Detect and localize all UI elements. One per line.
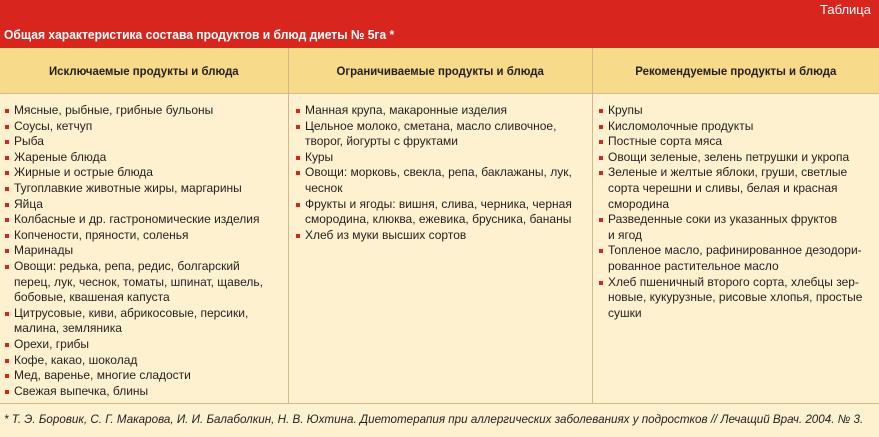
list-item-text: Копчености, пряности, соленья (14, 227, 189, 242)
list-item-text: Тугоплавкие животные жиры, маргарины (14, 180, 242, 195)
list-item (4, 212, 263, 228)
column-header-recommended: Рекомендуемые продукты и блюда (635, 64, 837, 78)
list-item-text: Хлеб из муки высших сортов (305, 227, 467, 242)
list-item (4, 103, 263, 119)
list-item-text: Мед, варенье, многие сладости (14, 368, 191, 383)
list-item-text: смородина (608, 196, 670, 211)
list-item-text: и ягод (608, 227, 643, 242)
list-item (4, 197, 263, 213)
list-item (4, 150, 263, 166)
list-item (4, 353, 263, 369)
list-item-text: Овощи: редька, репа, редис, болгарский (14, 258, 240, 273)
list-item-text: Орехи, грибы (14, 336, 90, 351)
column-headers (0, 48, 879, 94)
list-item-text: Кисломолочные продукты (608, 118, 754, 133)
list-item-text: творог, йогурты с фруктами (305, 134, 458, 149)
list-item-text: Мясные, рыбные, грибные бульоны (14, 103, 214, 117)
list-item-text: сушки (608, 305, 642, 320)
list-item-text: Топленое масло, рафинированное дезодори- (608, 243, 862, 258)
list-item (598, 134, 862, 150)
list-item-text: Кофе, какао, шоколад (14, 352, 138, 367)
list-item-text: Овощи: морковь, свекла, репа, баклажаны, лук, (305, 165, 572, 180)
list-item (4, 306, 263, 337)
footnote: * Т. Э. Боровик, С. Г. Макарова, И. И. Балаболкин, Н. В. Юхтина. Диетотерапия при аллергических заболеваниях у подростков // Лечащий Врач. 2004. № 3. (4, 412, 864, 426)
list-item-text: Крупы (608, 103, 643, 117)
list-item (4, 119, 263, 135)
list-item-text: Зеленые и желтые яблоки, груши, светлые (608, 165, 848, 180)
table-header (0, 0, 879, 48)
excluded-list (4, 103, 263, 399)
list-item-text: Цитрусовые, киви, абрикосовые, персики, (14, 305, 249, 320)
header-divider (0, 93, 879, 94)
list-item-text: чеснок (305, 180, 343, 195)
list-item-text: Маринады (14, 243, 74, 258)
list-item (598, 119, 862, 135)
list-item-text: Рыба (14, 134, 44, 149)
list-item (295, 103, 572, 119)
list-item-text: Цельное молоко, сметана, масло сливочное, (305, 118, 557, 133)
table-title: Общая характеристика состава продуктов и блюд диеты № 5га * (4, 27, 395, 42)
list-item-text: Хлеб пшеничный второго сорта, хлебцы зер- (608, 274, 859, 289)
list-item-text: смородина, клюква, ежевика, брусника, бананы (305, 212, 572, 227)
list-item (4, 337, 263, 353)
list-item-text: Куры (305, 149, 334, 164)
column-header-limited: Ограничиваемые продукты и блюда (336, 64, 545, 78)
list-item-text: малина, земляника (14, 321, 122, 336)
list-item-text: Манная крупа, макаронные изделия (305, 103, 507, 117)
list-item-text: новые, кукурузные, рисовые хлопья, простые (608, 290, 863, 305)
list-item (4, 228, 263, 244)
list-item (295, 228, 572, 244)
column-header-excluded: Исключаемые продукты и блюда (49, 64, 239, 78)
list-item (598, 275, 862, 322)
list-item-text: Жирные и острые блюда (14, 165, 153, 180)
list-item-text: рованное растительное масло (608, 258, 779, 273)
list-item-text: Яйца (14, 196, 43, 211)
column-recommended (598, 103, 862, 321)
column-excluded (4, 103, 263, 399)
column-divider (288, 48, 289, 404)
list-item (598, 212, 862, 243)
list-item-text: Разведенные соки из указанных фруктов (608, 212, 838, 227)
list-item (4, 134, 263, 150)
list-item (598, 165, 862, 212)
column-divider (592, 48, 593, 404)
column-limited (295, 103, 572, 243)
list-item (295, 197, 572, 228)
recommended-list (598, 103, 862, 321)
table-label: Таблица (820, 2, 871, 17)
limited-list (295, 103, 572, 243)
list-item (4, 368, 263, 384)
list-item-text: сорта черешни и сливы, белая и красная (608, 180, 838, 195)
list-item-text: Свежая выпечка, блины (14, 383, 149, 398)
list-item (4, 259, 263, 306)
list-item-text: Овощи зеленые, зелень петрушки и укропа (608, 149, 850, 164)
list-item-text: Соусы, кетчуп (14, 118, 93, 133)
list-item-text: бобовые, квашеная капуста (14, 290, 170, 305)
list-item (4, 384, 263, 400)
list-item-text: Жареные блюда (14, 149, 107, 164)
list-item (295, 165, 572, 196)
list-item (4, 165, 263, 181)
list-item-text: Постные сорта мяса (608, 134, 723, 149)
list-item (598, 243, 862, 274)
list-item (295, 150, 572, 166)
list-item (295, 119, 572, 150)
list-item-text: перец, лук, чеснок, томаты, шпинат, щавель, (14, 274, 263, 289)
list-item (4, 181, 263, 197)
table-bottom-divider (0, 403, 879, 404)
list-item (598, 150, 862, 166)
list-item (598, 103, 862, 119)
list-item-text: Фрукты и ягоды: вишня, слива, черника, черная (305, 196, 572, 211)
list-item-text: Колбасные и др. гастрономические изделия (14, 212, 260, 227)
list-item (4, 243, 263, 259)
